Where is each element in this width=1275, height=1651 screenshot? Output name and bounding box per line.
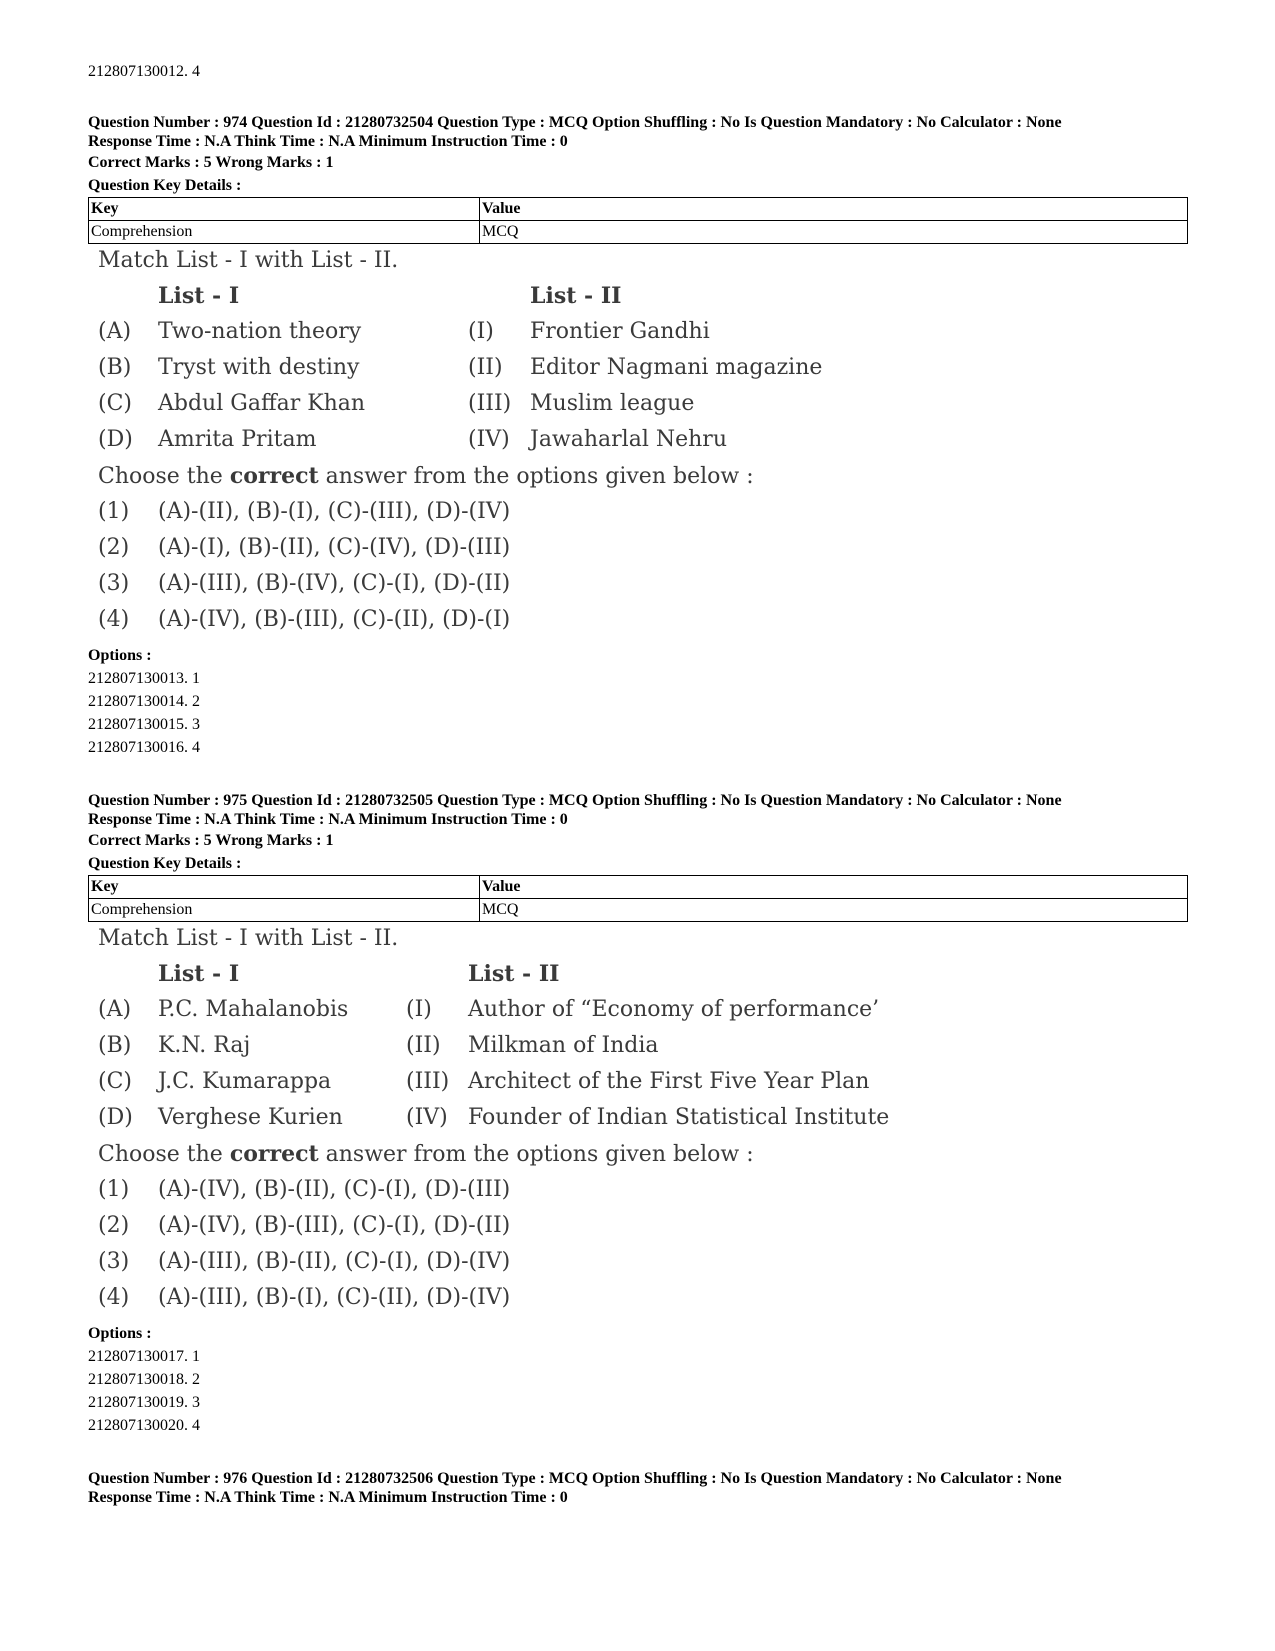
question-974 xyxy=(88,113,1187,759)
option-id: 212807130016. 4 xyxy=(88,739,200,756)
question-header-line1: Question Number : 975 Question Id : 21280732505 Question Type : MCQ Option Shuffling : No Is Question Mandatory : No Calculator : None xyxy=(88,792,1062,809)
key-cell: Comprehension xyxy=(89,899,480,922)
list1-heading: List - I xyxy=(158,283,240,309)
key-details-table xyxy=(88,197,1188,244)
answer-option: (1) (A)-(IV), (B)-(II), (C)-(I), (D)-(III) xyxy=(98,1177,511,1202)
answer-option: (4) (A)-(III), (B)-(I), (C)-(II), (D)-(IV) xyxy=(98,1285,511,1310)
question-976 xyxy=(88,1469,1187,1507)
choose-instruction: Choose the correct answer from the options given below : xyxy=(98,463,754,489)
list1-heading: List - I xyxy=(158,961,240,987)
choose-instruction: Choose the correct answer from the options given below : xyxy=(98,1141,754,1167)
question-header-line2: Response Time : N.A Think Time : N.A Minimum Instruction Time : 0 xyxy=(88,811,568,828)
answer-option: (1) (A)-(II), (B)-(I), (C)-(III), (D)-(IV) xyxy=(98,499,511,524)
answer-option: (3) (A)-(III), (B)-(IV), (C)-(I), (D)-(II) xyxy=(98,571,511,596)
key-details-label: Question Key Details : xyxy=(88,177,242,194)
answer-option: (2) (A)-(I), (B)-(II), (C)-(IV), (D)-(III) xyxy=(98,535,511,560)
answer-option: (4) (A)-(IV), (B)-(III), (C)-(II), (D)-(I) xyxy=(98,607,511,632)
match-row: (A) P.C. Mahalanobis (I) Author of “Economy of performance’ xyxy=(98,997,880,1022)
list2-heading: List - II xyxy=(530,283,622,309)
option-id: 212807130017. 1 xyxy=(88,1348,200,1365)
match-row: (A) Two-nation theory (I) Frontier Gandhi xyxy=(98,319,710,344)
question-975 xyxy=(88,791,1187,1437)
question-body xyxy=(88,922,1187,1316)
option-id: 212807130020. 4 xyxy=(88,1417,200,1434)
marks-line: Correct Marks : 5 Wrong Marks : 1 xyxy=(88,154,334,171)
marks-line: Correct Marks : 5 Wrong Marks : 1 xyxy=(88,832,334,849)
question-body xyxy=(88,244,1187,638)
option-id: 212807130019. 3 xyxy=(88,1394,200,1411)
match-row: (D) Verghese Kurien (IV) Founder of Indian Statistical Institute xyxy=(98,1105,890,1130)
options-label: Options : xyxy=(88,1325,152,1342)
match-row: (C) J.C. Kumarappa (III) Architect of the First Five Year Plan xyxy=(98,1069,870,1094)
key-details-label: Question Key Details : xyxy=(88,855,242,872)
match-row: (B) Tryst with destiny (II) Editor Nagmani magazine xyxy=(98,355,823,380)
option-id: 212807130014. 2 xyxy=(88,693,200,710)
question-header-line1: Question Number : 974 Question Id : 21280732504 Question Type : MCQ Option Shuffling : No Is Question Mandatory : No Calculator : None xyxy=(88,114,1062,131)
list2-heading: List - II xyxy=(468,961,560,987)
top-option-ref: 212807130012. 4 xyxy=(88,63,200,80)
answer-option: (3) (A)-(III), (B)-(II), (C)-(I), (D)-(IV) xyxy=(98,1249,511,1274)
value-cell: MCQ xyxy=(480,899,1188,922)
key-header: Key xyxy=(89,876,480,899)
match-row: (C) Abdul Gaffar Khan (III) Muslim league xyxy=(98,391,695,416)
answer-option: (2) (A)-(IV), (B)-(III), (C)-(I), (D)-(II) xyxy=(98,1213,511,1238)
key-details-table xyxy=(88,875,1188,922)
match-row: (D) Amrita Pritam (IV) Jawaharlal Nehru xyxy=(98,427,727,452)
question-header-line2: Response Time : N.A Think Time : N.A Minimum Instruction Time : 0 xyxy=(88,133,568,150)
value-cell: MCQ xyxy=(480,221,1188,244)
option-id: 212807130013. 1 xyxy=(88,670,200,687)
option-id: 212807130018. 2 xyxy=(88,1371,200,1388)
question-intro: Match List - I with List - II. xyxy=(98,248,399,273)
key-cell: Comprehension xyxy=(89,221,480,244)
question-header-line1: Question Number : 976 Question Id : 21280732506 Question Type : MCQ Option Shuffling : No Is Question Mandatory : No Calculator : None xyxy=(88,1470,1062,1487)
value-header: Value xyxy=(480,876,1188,899)
options-label: Options : xyxy=(88,647,152,664)
option-id: 212807130015. 3 xyxy=(88,716,200,733)
value-header: Value xyxy=(480,198,1188,221)
key-header: Key xyxy=(89,198,480,221)
question-header-line2: Response Time : N.A Think Time : N.A Minimum Instruction Time : 0 xyxy=(88,1489,568,1506)
match-row: (B) K.N. Raj (II) Milkman of India xyxy=(98,1033,659,1058)
question-intro: Match List - I with List - II. xyxy=(98,926,399,951)
